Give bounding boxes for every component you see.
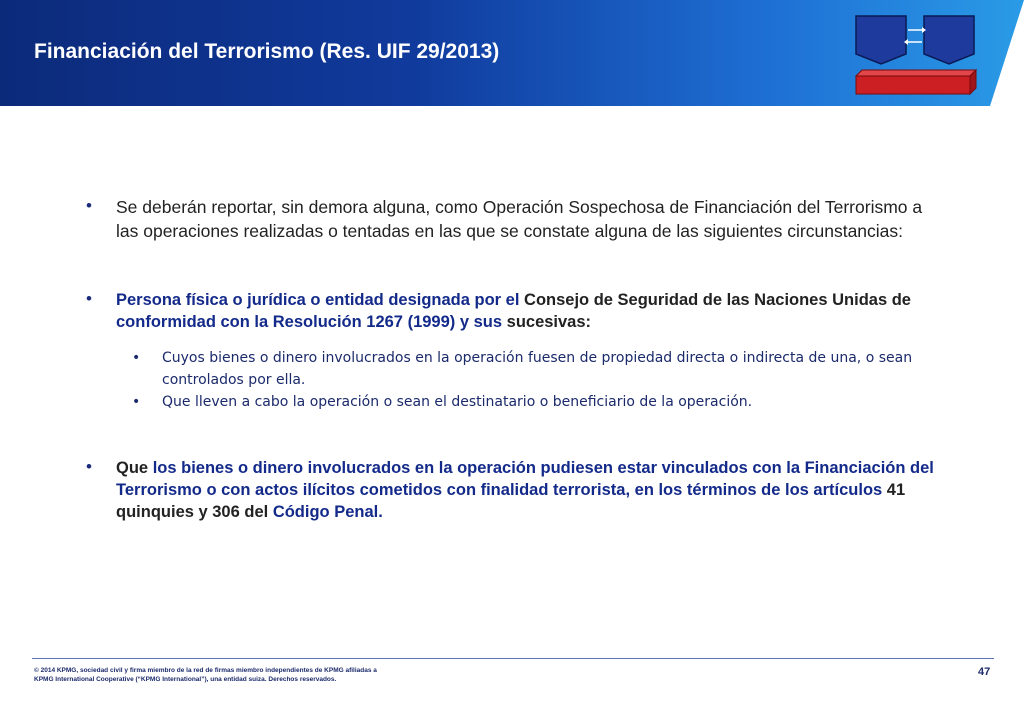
bullet-persona	[86, 289, 946, 333]
content-area	[86, 196, 946, 523]
header-banner	[0, 0, 1024, 106]
bullet-bienes-seg4: Código Penal.	[272, 503, 383, 521]
bullet-icon: •	[86, 457, 92, 476]
sub-bullet-text: Cuyos bienes o dinero involucrados en la operación fuesen de propiedad directa o indirecta de una, o sean controlados por ella.	[162, 350, 913, 388]
sub-bullet-list	[86, 347, 946, 413]
bullet-persona-seg2: Consejo de Seguridad de las Naciones Unidas de	[524, 291, 911, 309]
sub-bullet-item	[132, 391, 946, 413]
bullet-icon: •	[86, 196, 92, 215]
footer-copyright-line1: © 2014 KPMG, sociedad civil y firma miembro de la red de firmas miembro independientes de KPMG afiliadas a	[34, 667, 377, 674]
bullet-icon: •	[132, 394, 141, 410]
footer-copyright-line2: KPMG International Cooperative (“KPMG International”), una entidad suiza. Derechos reservados.	[34, 676, 337, 683]
bullet-bienes	[86, 457, 946, 523]
bullet-persona-seg1: Persona física o jurídica o entidad designada por el	[116, 291, 525, 309]
page-title: Financiación del Terrorismo (Res. UIF 29/2013)	[34, 40, 500, 63]
bullet-icon: •	[132, 350, 141, 366]
bullet-intro	[86, 196, 946, 243]
page-number: 47	[978, 666, 991, 678]
bullet-bienes-seg3: 41 quinquies y 306 del	[116, 481, 906, 521]
footer-copyright	[34, 666, 434, 684]
bullet-bienes-seg1: Que	[116, 459, 153, 477]
sub-bullet-text: Que lleven a cabo la operación o sean el destinatario o beneficiario de la operación.	[162, 394, 753, 410]
bullet-intro-text: Se deberán reportar, sin demora alguna, como Operación Sospechosa de Financiación del Terrorismo a las operaciones realizadas o tentadas en las que se constate alguna de las siguientes circunstancias:	[116, 197, 923, 241]
sub-bullet-item	[132, 347, 946, 391]
org-chart-diagram-icon	[850, 10, 980, 102]
bullet-bienes-seg2: los bienes o dinero involucrados en la operación pudiesen estar vinculados con la Financiación del Terrorismo o con actos ilícitos cometidos con finalidad terrorista, en los términos de los artículos	[116, 459, 934, 499]
bullet-persona-text	[116, 289, 946, 333]
bullet-persona-seg4: sucesivas:	[506, 313, 592, 331]
bullet-persona-seg3: conformidad con la Resolución 1267 (1999) y sus	[116, 313, 507, 331]
footer-divider	[32, 658, 994, 659]
bullet-bienes-text	[116, 457, 946, 523]
bullet-icon: •	[86, 289, 92, 308]
